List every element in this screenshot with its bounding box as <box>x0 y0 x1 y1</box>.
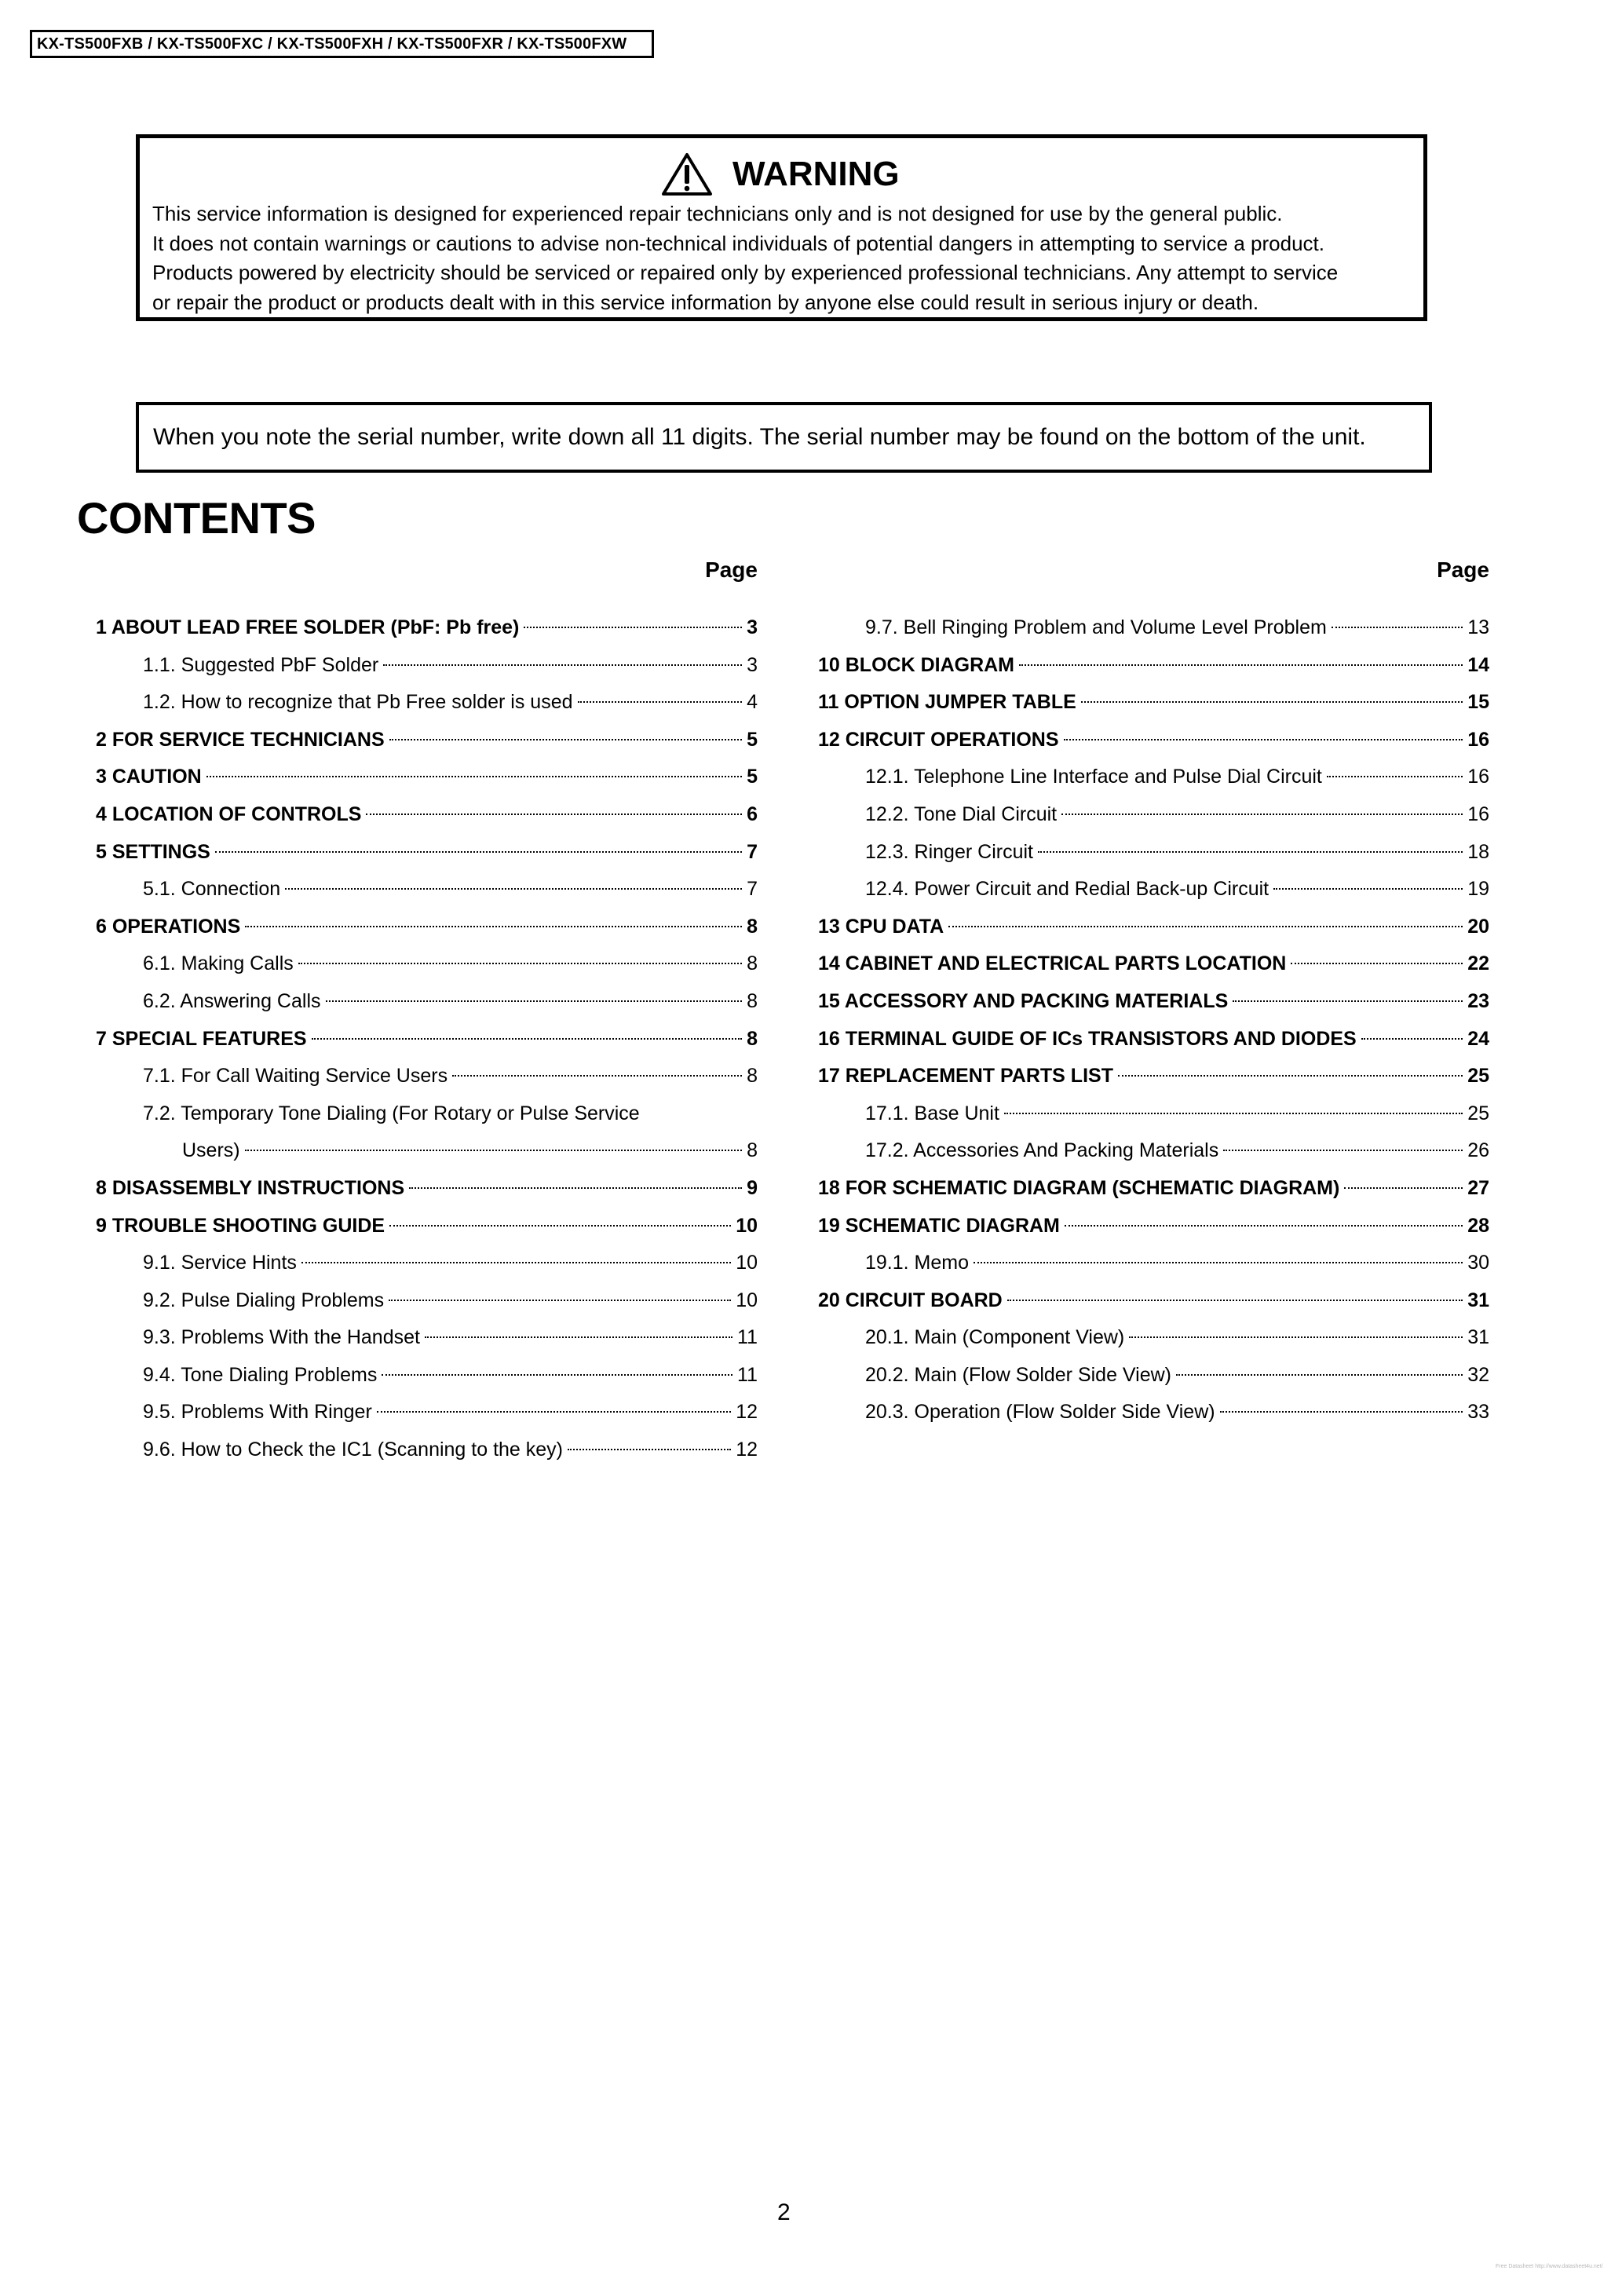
toc-entry-label: 1 ABOUT LEAD FREE SOLDER (PbF: Pb free) <box>96 616 520 638</box>
serial-number-note <box>136 402 1432 473</box>
warning-line: Products powered by electricity should be serviced or repaired only by experienced professional technicians. Any attempt to service <box>152 261 1339 284</box>
toc-entry-label: 19.1. Memo <box>865 1252 970 1274</box>
toc-entry[interactable] <box>818 1282 1489 1320</box>
toc-entry-page: 23 <box>1467 989 1489 1012</box>
toc-entry-page: 10 <box>736 1214 758 1237</box>
page-column-header: Page <box>1437 558 1489 582</box>
toc-entry[interactable] <box>818 1058 1489 1095</box>
toc-entry-label: 12 CIRCUIT OPERATIONS <box>818 728 1059 751</box>
dot-leader <box>312 1038 743 1040</box>
toc-entry[interactable] <box>96 1058 758 1095</box>
toc-entry-label: 7.1. For Call Waiting Service Users <box>143 1065 448 1088</box>
toc-entry-page: 7 <box>747 878 758 901</box>
dot-leader <box>1064 739 1463 740</box>
toc-entry[interactable] <box>96 1394 758 1431</box>
toc-entry-label: 12.3. Ringer Circuit <box>865 840 1033 863</box>
dot-leader <box>298 963 742 964</box>
dot-leader <box>1118 1075 1463 1077</box>
dot-leader <box>1007 1300 1463 1301</box>
toc-entry-label: 17.2. Accessories And Packing Materials <box>865 1139 1219 1162</box>
toc-entry-page: 24 <box>1467 1027 1489 1050</box>
toc-entry-page: 3 <box>747 653 758 676</box>
toc-entry-label: 9 TROUBLE SHOOTING GUIDE <box>96 1214 385 1237</box>
dot-leader <box>1129 1336 1463 1338</box>
toc-entry-page: 5 <box>747 728 758 751</box>
toc-entry[interactable] <box>818 1357 1489 1395</box>
dot-leader <box>524 627 742 628</box>
dot-leader <box>382 1374 732 1376</box>
dot-leader <box>1038 851 1463 853</box>
toc-entry-label: 6.1. Making Calls <box>143 952 294 975</box>
toc-entry[interactable] <box>96 1095 758 1133</box>
toc-entry-page: 33 <box>1467 1401 1489 1424</box>
dot-leader <box>389 1300 731 1301</box>
toc-entry[interactable] <box>96 609 758 647</box>
toc-entry-page: 19 <box>1467 878 1489 901</box>
toc-entry-page: 8 <box>747 915 758 938</box>
toc-entry[interactable] <box>818 1132 1489 1170</box>
dot-leader <box>1344 1187 1463 1189</box>
toc-entry-label: 20 CIRCUIT BOARD <box>818 1289 1003 1311</box>
serial-note-text: When you note the serial number, write down all 11 digits. The serial number may be found on the bottom of the unit. <box>153 424 1366 450</box>
dot-leader <box>1327 776 1463 777</box>
toc-entry-label: 13 CPU DATA <box>818 915 944 938</box>
toc-entry[interactable] <box>96 1431 758 1469</box>
dot-leader <box>1332 627 1463 628</box>
watermark: Free Datasheet http://www.datasheet4u.net/ <box>1496 2264 1603 2269</box>
toc-entry[interactable] <box>96 647 758 685</box>
toc-entry-label: 9.6. How to Check the IC1 (Scanning to the key) <box>143 1439 563 1461</box>
toc-entry-label: 17 REPLACEMENT PARTS LIST <box>818 1065 1113 1088</box>
toc-entry[interactable] <box>818 1021 1489 1058</box>
toc-entry[interactable] <box>96 1132 758 1170</box>
dot-leader <box>1361 1038 1463 1040</box>
toc-left-list <box>96 609 758 1469</box>
toc-entry[interactable] <box>818 609 1489 647</box>
toc-entry-page: 9 <box>747 1176 758 1199</box>
page-number: 2 <box>777 2199 791 2225</box>
toc-entry-page: 10 <box>736 1252 758 1274</box>
dot-leader <box>568 1449 731 1450</box>
toc-entry[interactable] <box>818 1170 1489 1208</box>
toc-entry-label: 5 SETTINGS <box>96 840 210 863</box>
dot-leader <box>383 664 742 666</box>
dot-leader <box>389 1225 731 1227</box>
toc-entry-label: 12.2. Tone Dial Circuit <box>865 803 1058 825</box>
toc-entry[interactable] <box>96 684 758 722</box>
toc-entry-label: 6 OPERATIONS <box>96 915 241 938</box>
warning-line: It does not contain warnings or cautions to advise non-technical individuals of potential dangers in attempting to service a product. <box>152 231 1324 255</box>
toc-entry-page: 32 <box>1467 1363 1489 1386</box>
dot-leader <box>389 739 742 740</box>
toc-entry[interactable] <box>818 1095 1489 1133</box>
model-number-header <box>30 30 654 58</box>
dot-leader <box>245 1150 742 1151</box>
dot-leader <box>409 1187 742 1189</box>
toc-entry-page: 27 <box>1467 1176 1489 1199</box>
dot-leader <box>245 926 742 927</box>
toc-entry-label: 4 LOCATION OF CONTROLS <box>96 803 362 825</box>
toc-entry-page: 8 <box>747 1027 758 1050</box>
dot-leader <box>377 1411 731 1413</box>
toc-entry-page: 22 <box>1467 952 1489 975</box>
toc-entry-page: 8 <box>747 952 758 975</box>
toc-entry[interactable] <box>96 945 758 983</box>
toc-entry-label: 20.3. Operation (Flow Solder Side View) <box>865 1401 1215 1424</box>
warning-heading <box>661 152 900 196</box>
toc-entry-page: 25 <box>1467 1065 1489 1088</box>
dot-leader <box>206 776 742 777</box>
toc-entry-label: 3 CAUTION <box>96 766 202 788</box>
toc-entry[interactable] <box>96 1208 758 1245</box>
toc-entry-label: 9.7. Bell Ringing Problem and Volume Level Problem <box>865 616 1327 638</box>
toc-entry-label: 2 FOR SERVICE TECHNICIANS <box>96 728 385 751</box>
toc-entry-page: 31 <box>1467 1326 1489 1349</box>
dot-leader <box>326 1000 743 1002</box>
dot-leader <box>1061 813 1463 815</box>
warning-line: or repair the product or products dealt with in this service information by anyone else could result in serious injury or death. <box>152 290 1259 314</box>
toc-entry-label: 16 TERMINAL GUIDE OF ICs TRANSISTORS AND DIODES <box>818 1027 1357 1050</box>
toc-entry[interactable] <box>96 1021 758 1058</box>
toc-entry[interactable] <box>96 1170 758 1208</box>
toc-entry-page: 12 <box>736 1439 758 1461</box>
toc-entry-page: 15 <box>1467 691 1489 714</box>
toc-entry[interactable] <box>818 684 1489 722</box>
toc-entry-page: 5 <box>747 766 758 788</box>
toc-entry[interactable] <box>96 759 758 796</box>
toc-entry-label: 14 CABINET AND ELECTRICAL PARTS LOCATION <box>818 952 1287 975</box>
dot-leader <box>1065 1225 1463 1227</box>
toc-entry[interactable] <box>818 983 1489 1021</box>
dot-leader <box>974 1262 1463 1263</box>
toc-entry-label: 11 OPTION JUMPER TABLE <box>818 691 1076 714</box>
warning-triangle-icon <box>661 152 713 196</box>
toc-entry-label: 7 SPECIAL FEATURES <box>96 1027 307 1050</box>
toc-entry-page: 11 <box>737 1363 758 1386</box>
toc-entry[interactable] <box>818 1394 1489 1431</box>
dot-leader <box>425 1336 732 1338</box>
toc-entry[interactable] <box>818 1208 1489 1245</box>
toc-entry-page: 10 <box>736 1289 758 1311</box>
toc-entry[interactable] <box>818 722 1489 759</box>
toc-entry[interactable] <box>96 983 758 1021</box>
toc-entry-page: 8 <box>747 1065 758 1088</box>
dot-leader <box>215 851 742 853</box>
toc-entry[interactable] <box>96 1357 758 1395</box>
toc-entry-label: 8 DISASSEMBLY INSTRUCTIONS <box>96 1176 405 1199</box>
toc-entry-page: 18 <box>1467 840 1489 863</box>
toc-entry-page: 14 <box>1467 653 1489 676</box>
toc-entry-page: 30 <box>1467 1252 1489 1274</box>
toc-entry-label: 9.4. Tone Dialing Problems <box>143 1363 378 1386</box>
toc-entry-label: 9.5. Problems With Ringer <box>143 1401 372 1424</box>
warning-title: WARNING <box>732 155 900 193</box>
dot-leader <box>1019 664 1463 666</box>
dot-leader <box>285 888 742 890</box>
toc-entry[interactable] <box>818 1319 1489 1357</box>
toc-entry[interactable] <box>96 909 758 946</box>
toc-entry-page: 13 <box>1467 616 1489 638</box>
dot-leader <box>452 1075 742 1077</box>
dot-leader <box>301 1262 731 1263</box>
toc-entry-label: Users) <box>182 1139 240 1162</box>
toc-entry-page: 16 <box>1467 766 1489 788</box>
toc-entry[interactable] <box>818 1245 1489 1282</box>
contents-title: CONTENTS <box>77 493 316 543</box>
dot-leader <box>1081 701 1463 703</box>
toc-entry[interactable] <box>818 909 1489 946</box>
dot-leader <box>1291 963 1463 964</box>
dot-leader <box>366 813 742 815</box>
toc-right-column <box>818 554 1489 1431</box>
toc-entry-label: 15 ACCESSORY AND PACKING MATERIALS <box>818 989 1229 1012</box>
warning-line: This service information is designed for experienced repair technicians only and is not designed for use by the general public. <box>152 202 1283 225</box>
toc-entry-label: 9.2. Pulse Dialing Problems <box>143 1289 385 1311</box>
toc-right-list <box>818 609 1489 1431</box>
toc-entry-label: 19 SCHEMATIC DIAGRAM <box>818 1214 1060 1237</box>
toc-entry[interactable] <box>96 871 758 909</box>
toc-entry-label: 9.1. Service Hints <box>143 1252 297 1274</box>
toc-entry-page: 31 <box>1467 1289 1489 1311</box>
toc-entry-page: 7 <box>747 840 758 863</box>
warning-box <box>136 134 1427 321</box>
toc-entry-page: 16 <box>1467 728 1489 751</box>
toc-entry-label: 10 BLOCK DIAGRAM <box>818 653 1015 676</box>
toc-entry[interactable] <box>96 1245 758 1282</box>
toc-entry-page: 12 <box>736 1401 758 1424</box>
toc-entry-label: 12.1. Telephone Line Interface and Pulse Dial Circuit <box>865 766 1322 788</box>
dot-leader <box>1233 1000 1463 1002</box>
toc-entry-label: 1.1. Suggested PbF Solder <box>143 653 379 676</box>
toc-entry[interactable] <box>818 796 1489 834</box>
toc-entry-label: 6.2. Answering Calls <box>143 989 321 1012</box>
toc-entry-page: 20 <box>1467 915 1489 938</box>
toc-entry-page: 28 <box>1467 1214 1489 1237</box>
toc-entry-page: 3 <box>747 616 758 638</box>
toc-entry[interactable] <box>96 834 758 872</box>
dot-leader <box>1176 1374 1463 1376</box>
toc-entry-label: 5.1. Connection <box>143 878 281 901</box>
toc-entry-label: 1.2. How to recognize that Pb Free solder is used <box>143 691 573 714</box>
toc-entry-label: 20.2. Main (Flow Solder Side View) <box>865 1363 1171 1386</box>
toc-entry-label: 18 FOR SCHEMATIC DIAGRAM (SCHEMATIC DIAGRAM) <box>818 1176 1340 1199</box>
toc-entry[interactable] <box>96 1319 758 1357</box>
dot-leader <box>948 926 1463 927</box>
toc-entry[interactable] <box>818 647 1489 685</box>
toc-entry[interactable] <box>96 722 758 759</box>
toc-entry-page: 25 <box>1467 1102 1489 1124</box>
toc-entry-label: 9.3. Problems With the Handset <box>143 1326 420 1349</box>
toc-entry-page: 6 <box>747 803 758 825</box>
toc-entry-label: 12.4. Power Circuit and Redial Back-up Circuit <box>865 878 1269 901</box>
toc-entry-label: 20.1. Main (Component View) <box>865 1326 1125 1349</box>
page-column-header: Page <box>705 558 758 582</box>
toc-entry[interactable] <box>818 871 1489 909</box>
toc-entry-page: 4 <box>747 691 758 714</box>
toc-entry-page: 16 <box>1467 803 1489 825</box>
model-numbers: KX-TS500FXB / KX-TS500FXC / KX-TS500FXH / KX-TS500FXR / KX-TS500FXW <box>37 35 627 53</box>
toc-entry-page: 8 <box>747 989 758 1012</box>
dot-leader <box>1273 888 1463 890</box>
dot-leader <box>1004 1113 1463 1114</box>
toc-entry-page: 8 <box>747 1139 758 1162</box>
toc-left-column <box>96 554 758 1469</box>
toc-entry-page: 26 <box>1467 1139 1489 1162</box>
toc-entry[interactable] <box>818 834 1489 872</box>
toc-entry-label: 7.2. Temporary Tone Dialing (For Rotary or Pulse Service <box>143 1102 640 1124</box>
toc-entry[interactable] <box>818 945 1489 983</box>
dot-leader <box>1223 1150 1463 1151</box>
dot-leader <box>578 701 743 703</box>
toc-entry-label: 17.1. Base Unit <box>865 1102 999 1124</box>
dot-leader <box>1220 1411 1463 1413</box>
toc-entry[interactable] <box>96 796 758 834</box>
toc-entry[interactable] <box>96 1282 758 1320</box>
toc-entry[interactable] <box>818 759 1489 796</box>
warning-text <box>152 199 1424 317</box>
toc-entry-page: 11 <box>737 1326 758 1349</box>
